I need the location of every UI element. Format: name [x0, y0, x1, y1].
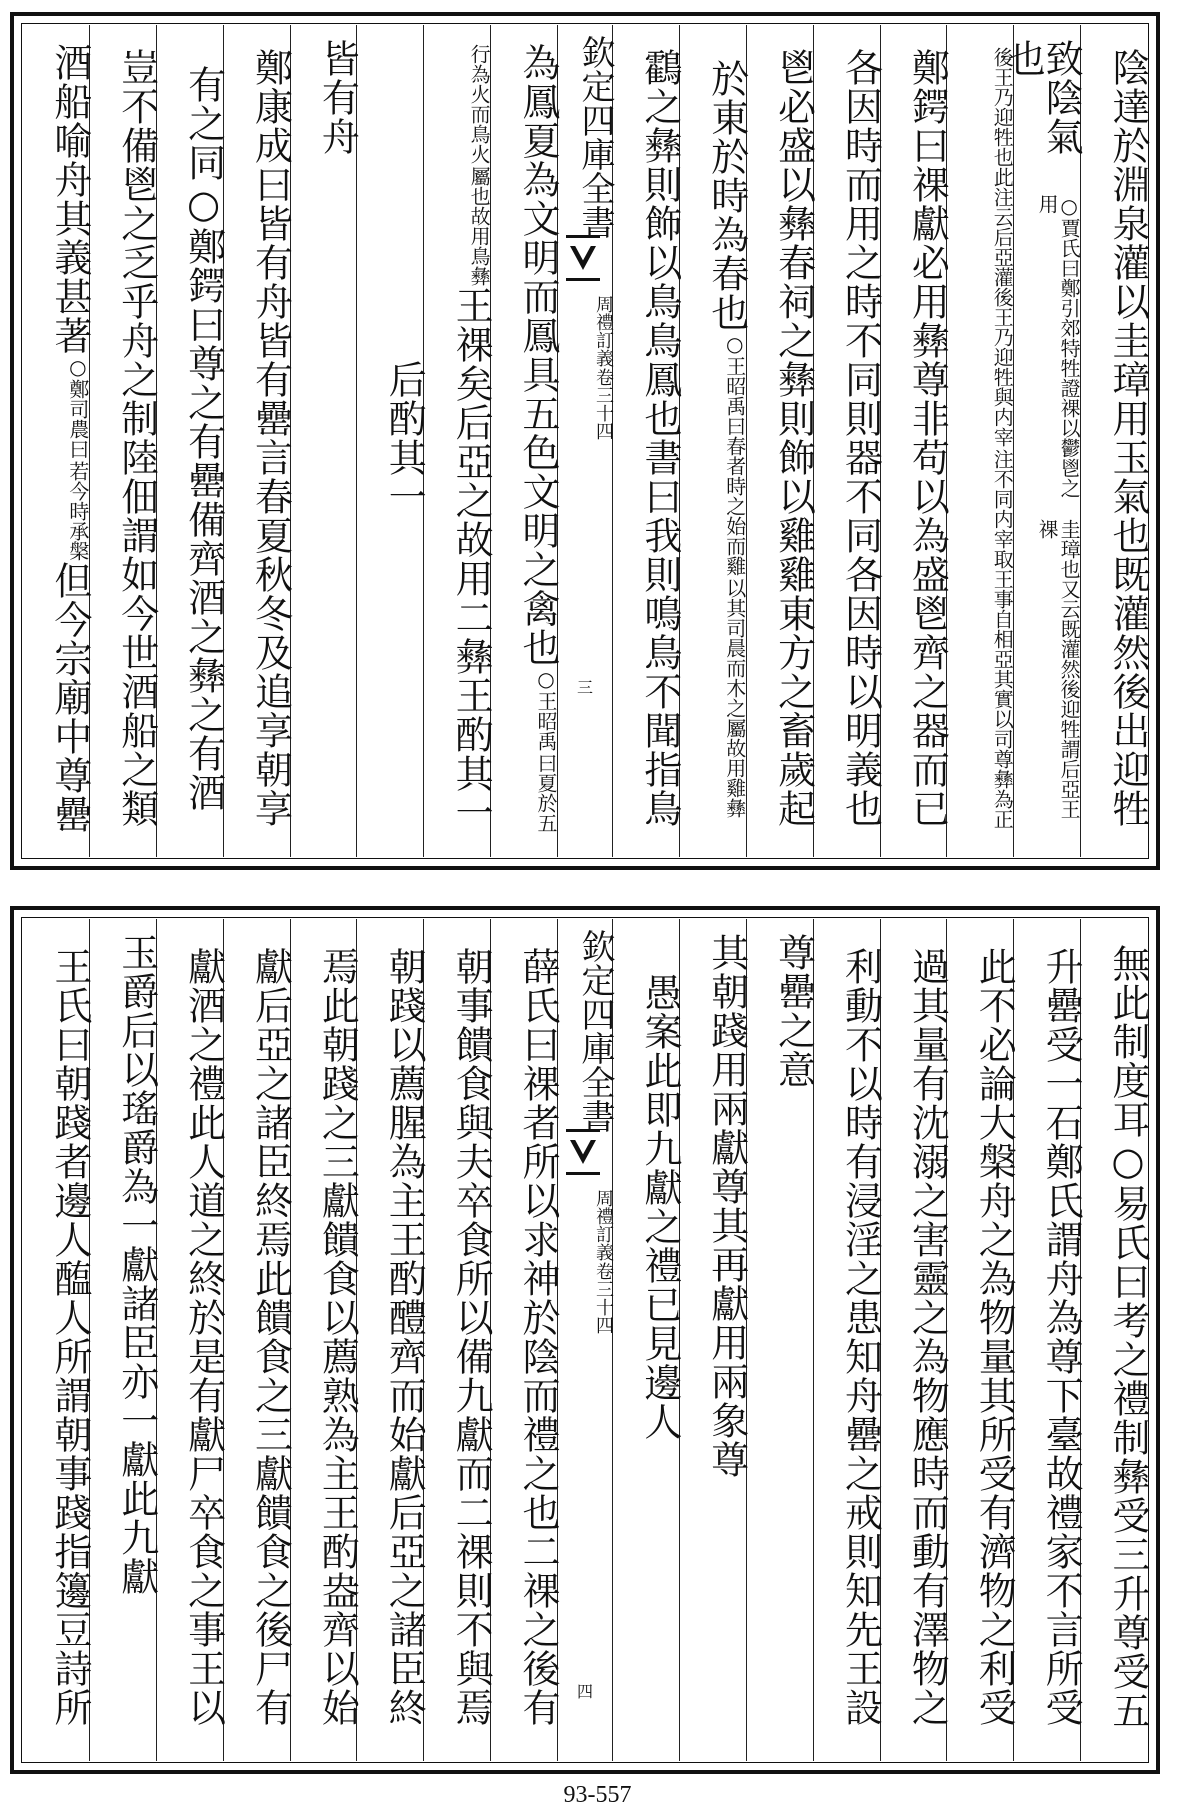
- upper-columns: [23, 25, 1150, 857]
- text-column: 玉爵后以瑤爵為一獻諸臣亦一獻此九獻: [89, 919, 156, 1761]
- volume-label: 卷三十四: [593, 368, 614, 440]
- text-column: 豈不備鬯之乏乎舟之制陸佃謂如今世酒船之類: [89, 25, 156, 857]
- text-column: 酒船喻舟其義甚著 ○鄭司農曰 若今時承槃 但今宗廟中尊罍: [47, 42, 92, 834]
- text-column: 后酌其一: [356, 25, 423, 857]
- heading-column: 其朝踐用兩獻尊其再獻用兩象尊: [679, 919, 746, 1761]
- text-column: 獻酒之禮此人道之終於是有獻尸卒食之事王以: [156, 919, 223, 1761]
- text-column: 致陰氣也 ○賈氏曰鄭引郊特牲證祼以鬱鬯之用 圭璋也又云既灌然後迎牲謂后亞王祼: [1013, 25, 1080, 857]
- text-column: 鄭康成曰皆有舟皆有罍言春夏秋冬及追享朝享: [223, 25, 290, 857]
- fishtail-ornament-icon: [566, 235, 600, 281]
- book-series-title: 欽定四庫全書: [575, 35, 615, 239]
- text-column: 各因時而用之時不同則器不同各因時以明義也: [813, 25, 880, 857]
- text-column: 愚案此即九獻之禮已見邊人: [612, 919, 679, 1761]
- center-title-strip: [557, 919, 615, 1761]
- center-title-strip: [557, 25, 615, 857]
- book-series-title: 欽定四庫全書: [575, 929, 615, 1133]
- scan-page-number: 93-557: [563, 1782, 632, 1808]
- text-column: 無此制度耳○易氏曰考之禮制彝受三升尊受五: [1080, 919, 1147, 1761]
- text-column: 焉此朝踐之三獻饋食以薦熟為主王酌盎齊以始: [290, 919, 357, 1761]
- text-column: 為鳳夏為文明而鳳具五色文明之禽也 ○王昭禹 曰夏於五: [490, 25, 557, 857]
- volume-label: 卷三十四: [593, 1262, 614, 1334]
- text-column: 鄭鍔曰祼獻必用彝尊非苟以為盛鬯齊之器而已: [880, 25, 947, 857]
- text-column: 有之同○鄭鍔曰尊之有罍備齊酒之彝之有酒: [156, 25, 223, 857]
- heading-column: 皆有舟: [290, 25, 357, 857]
- annotation-column: 後王乃迎牲也此注云后亞灌後王乃迎牲與内宰 注不同内宰取王事自相亞其實以司尊彝為正: [946, 25, 1013, 857]
- text-column: 朝踐以薦腥為主王酌醴齊而始獻后亞之諸臣終: [356, 919, 423, 1761]
- text-column: 於東於時為春也 ○王昭禹曰春者時之始而雞 以其司晨而木之屬故用雞彝: [679, 25, 746, 857]
- text-column: 王氏曰朝踐者邊人醢人所謂朝事踐指籩豆詩所: [47, 947, 92, 1728]
- page-number: 三: [576, 678, 593, 697]
- upper-page: [10, 12, 1160, 870]
- page-number: 四: [576, 1682, 593, 1701]
- text-column: 行為火而鳥火 屬也故用鳥彝 王祼矣后亞之故用二彝王酌其一: [423, 25, 490, 857]
- text-column: 獻后亞之諸臣終焉此饋食之三獻饋食之後尸有: [223, 919, 290, 1761]
- fishtail-ornament-icon: [566, 1129, 600, 1175]
- text-column: 鬯必盛以彝春祠之彝則飾以雞雞東方之畜歲起: [746, 25, 813, 857]
- text-column: 陰達於淵泉灌以圭璋用玉氣也既灌然後出迎牲: [1080, 25, 1147, 857]
- book-title: 周禮訂義: [593, 1189, 614, 1261]
- text-column: 升罍受一石鄭氏謂舟為尊下臺故禮家不言所受: [1013, 919, 1080, 1761]
- text-column: 薛氏曰祼者所以求神於陰而禮之也二祼之後有: [490, 919, 557, 1761]
- text-column: 過其量有沈溺之害靈之為物應時而動有澤物之: [880, 919, 947, 1761]
- book-title: 周禮訂義: [593, 295, 614, 367]
- text-column: 鸖之彝則飾以鳥鳥鳳也書曰我則鳴鳥不聞指鳥: [612, 25, 679, 857]
- text-column: 利動不以時有浸淫之患知舟罍之戒則知先王設: [813, 919, 880, 1761]
- text-column: 尊罍之意: [746, 919, 813, 1761]
- lower-page: [10, 906, 1160, 1774]
- text-column: 朝事饋食與夫卒食所以備九獻而二祼則不與焉: [423, 919, 490, 1761]
- text-column: 此不必論大槃舟之為物量其所受有濟物之利受: [946, 919, 1013, 1761]
- lower-columns: [23, 919, 1150, 1761]
